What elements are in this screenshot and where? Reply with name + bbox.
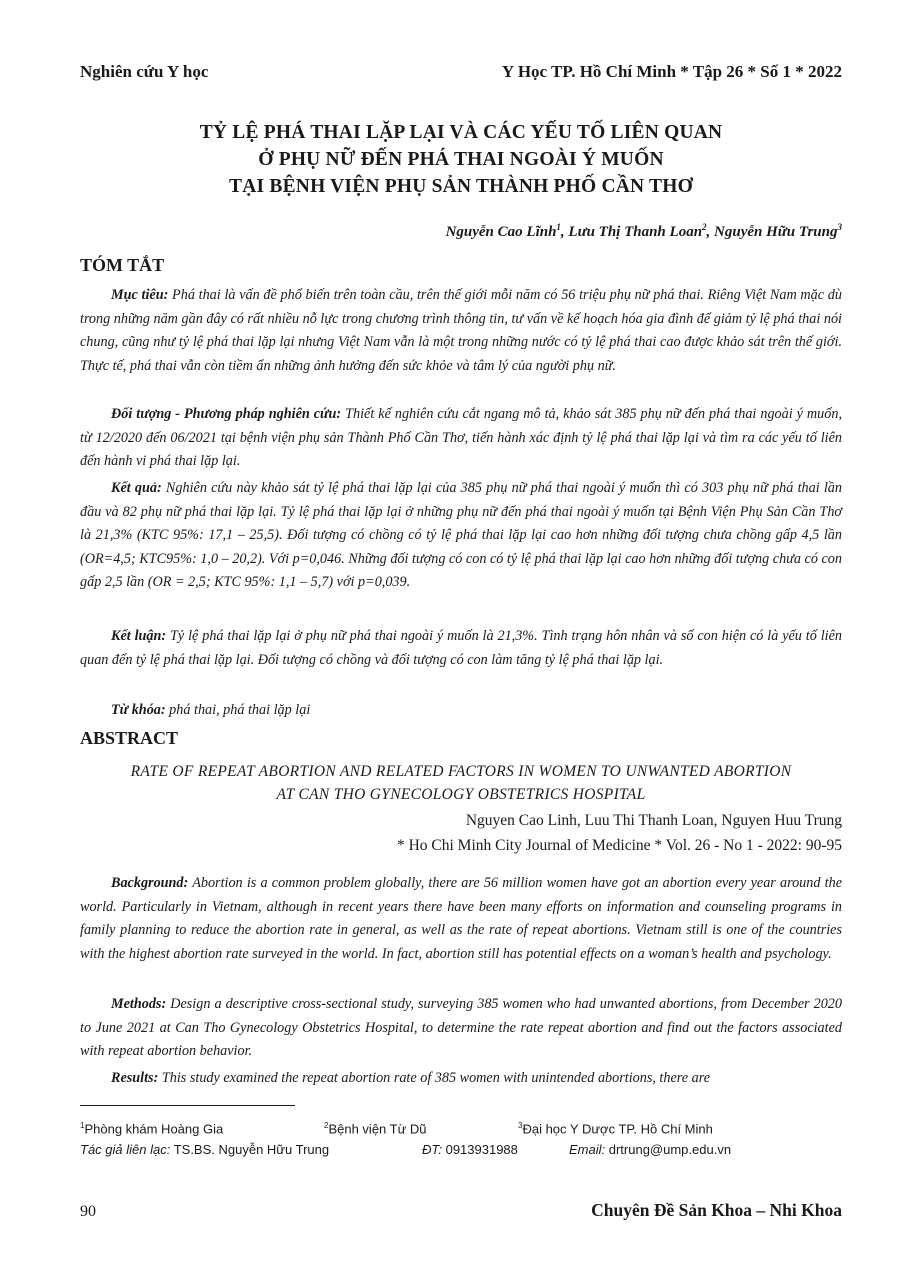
- objective-text: Phá thai là vấn đề phổ biến trên toàn cầu, trên thế giới mỗi năm có 56 triệu phụ nữ phá thai. Riêng Việt Nam mặc dù trong những năm gần đây có rất nhiều nỗ lực trong chương trình thông tin, tư vấn về kế hoạch hóa gia đình để giảm tỷ lệ phá thai nói chung, cũng như tỷ lệ phá thai lặp lại nhưng Việt Nam vẫn là một trong những nước có tỷ lệ phá thai cao được khảo sát trên thế giới. Thực tế, phá thai vẫn còn tiềm ẩn những ảnh hưởng đến sức khỏe và tâm lý của người phụ nữ.: [80, 287, 842, 374]
- affiliation-text: Phòng khám Hoàng Gia: [84, 1121, 224, 1137]
- conclusion-text: Tỷ lệ phá thai lặp lại ở phụ nữ phá thai ngoài ý muốn là 21,3%. Tình trạng hôn nhân và số con hiện có là yếu tố liên quan đến tỷ lệ phá thai lặp lại. Đối tượng có chồng và đối tượng có con làm tăng tỷ lệ phá thai lặp lại.: [80, 628, 842, 668]
- abstract-results: [80, 1067, 842, 1091]
- phone-label: ĐT:: [422, 1142, 442, 1157]
- title-line: TỶ LỆ PHÁ THAI LẶP LẠI VÀ CÁC YẾU TỐ LIÊN QUAN: [199, 122, 723, 143]
- background-label: Background:: [111, 875, 189, 891]
- affiliation-text: Bệnh viện Từ Dũ: [328, 1121, 427, 1137]
- results-text: Nghiên cứu này khảo sát tỷ lệ phá thai lặp lại của 385 phụ nữ phá thai ngoài ý muốn thì có 303 phụ nữ phá thai lần đầu và 82 phụ nữ phá thai lặp lại. Tỷ lệ phá thai lặp lại ở những phụ nữ đến phá thai ngoài ý muốn tại Bệnh Viện Phụ Sản Cần Thơ là 21,3% (KTC 95%: 17,1 – 25,5). Đối tượng có chồng có tỷ lệ phá thai lặp lại cao hơn những đối tượng chưa chồng gấp 4,5 lần (OR=4,5; KTC95%: 1,0 – 20,2). Với p=0,046. Những đối tượng có con có tỷ lệ phá thai lặp lại cao hơn những đối tượng chưa có con gấp 2,5 lần (OR = 2,5; KTC 95%: 1,1 – 5,7) với p=0,039.: [80, 480, 842, 590]
- abstract-results-text: This study examined the repeat abortion rate of 385 women with unintended abortions, there are: [158, 1070, 710, 1086]
- summary-results: [80, 477, 842, 595]
- english-title: [80, 760, 842, 806]
- conclusion-label: Kết luận:: [111, 628, 167, 644]
- abstract-methods-text: Design a descriptive cross-sectional study, surveying 385 women who had unwanted abortions, from December 2020 to June 2021 at Can Tho Gynecology Obstetrics Hospital, to determine the rate repeat abortion and find out the factors associated with repeat abortion behavior.: [80, 996, 842, 1059]
- corresponding-author: [80, 1142, 329, 1157]
- citation-line: * Ho Chi Minh City Journal of Medicine * Vol. 26 - No 1 - 2022: 90-95: [396, 837, 842, 854]
- email: [569, 1142, 731, 1157]
- affiliation-text: Đại học Y Dược TP. Hồ Chí Minh: [522, 1121, 713, 1137]
- keywords-text: phá thai, phá thai lặp lại: [165, 702, 311, 718]
- abstract-methods-label: Methods:: [111, 996, 167, 1012]
- affiliation-marker: 3: [837, 222, 842, 232]
- contact-label: Tác giả liên lạc:: [80, 1142, 171, 1157]
- affiliation-2: [324, 1121, 427, 1136]
- english-authors: Nguyen Cao Linh, Luu Thi Thanh Loan, Nguyen Huu Trung: [465, 812, 842, 829]
- results-label: Kết quả:: [111, 480, 162, 496]
- keywords-label: Từ khóa:: [111, 702, 166, 718]
- abstract-heading: ABSTRACT: [80, 728, 179, 748]
- author-separator: ,: [706, 224, 715, 240]
- author-name: Nguyễn Cao Lĩnh: [445, 224, 557, 240]
- summary-objective: [80, 284, 842, 378]
- article-title: [80, 119, 842, 200]
- summary-heading: TÓM TẮT: [80, 255, 165, 275]
- author-separator: ,: [560, 224, 569, 240]
- email-label: Email:: [569, 1142, 606, 1157]
- objective-label: Mục tiêu:: [111, 287, 169, 303]
- phone-number: 0913931988: [441, 1142, 518, 1157]
- footnote-divider: [80, 1105, 295, 1106]
- summary-keywords: [80, 699, 842, 723]
- page-number: 90: [80, 1203, 96, 1220]
- background-text: Abortion is a common problem globally, there are 56 million women have got an abortion every year around the world. Particularly in Vietnam, although in recent years there have been many efforts on information and counseling programs in family planning to reduce the abortion rate in general, as well as the rate of repeat abortions. Vietnam still is one of the countries with the highest abortion rate surveyed in the world. In fact, abortion still has potential effects on a woman’s health and psychology.: [80, 875, 842, 962]
- affiliation-marker: 2: [702, 222, 707, 232]
- affiliation-marker: 1: [80, 1121, 85, 1130]
- abstract-results-label: Results:: [111, 1070, 159, 1086]
- phone: [422, 1142, 518, 1157]
- affiliation-marker: 2: [324, 1121, 329, 1130]
- affiliation-1: [80, 1121, 223, 1136]
- methods-text: Thiết kế nghiên cứu cắt ngang mô tả, khảo sát 385 phụ nữ đến phá thai ngoài ý muốn, từ 12/2020 đến 06/2021 tại bệnh viện phụ sản Thành Phố Cần Thơ, tiến hành xác định tỷ lệ phá thai lặp lại và tìm ra các yếu tố liên đến hành vi phá thai lặp lại.: [80, 406, 842, 469]
- title-line: Ở PHỤ NỮ ĐẾN PHÁ THAI NGOÀI Ý MUỐN: [258, 149, 664, 170]
- running-header-right: Y Học TP. Hồ Chí Minh * Tập 26 * Số 1 * 2022: [501, 62, 842, 81]
- email-address: drtrung@ump.edu.vn: [605, 1142, 732, 1157]
- author-list: [446, 222, 842, 241]
- english-title-line: AT CAN THO GYNECOLOGY OBSTETRICS HOSPITAL: [276, 786, 646, 803]
- summary-conclusion: [80, 625, 842, 672]
- author-name: Nguyễn Hữu Trung: [714, 224, 838, 240]
- methods-label: Đối tượng - Phương pháp nghiên cứu:: [111, 406, 342, 422]
- author-name: Lưu Thị Thanh Loan: [568, 224, 703, 240]
- running-header-left: Nghiên cứu Y học: [80, 62, 209, 81]
- title-line: TẠI BỆNH VIỆN PHỤ SẢN THÀNH PHỐ CẦN THƠ: [229, 176, 693, 197]
- running-footer: Chuyên Đề Sản Khoa – Nhi Khoa: [591, 1200, 842, 1220]
- english-title-line: RATE OF REPEAT ABORTION AND RELATED FACTORS IN WOMEN TO UNWANTED ABORTION: [130, 763, 792, 780]
- affiliation-marker: 1: [556, 222, 561, 232]
- affiliation-marker: 3: [518, 1121, 523, 1130]
- abstract-background: [80, 872, 842, 966]
- affiliation-3: [518, 1121, 713, 1136]
- contact-name: TS.BS. Nguyễn Hữu Trung: [170, 1142, 330, 1157]
- abstract-methods: [80, 993, 842, 1064]
- summary-methods: [80, 403, 842, 474]
